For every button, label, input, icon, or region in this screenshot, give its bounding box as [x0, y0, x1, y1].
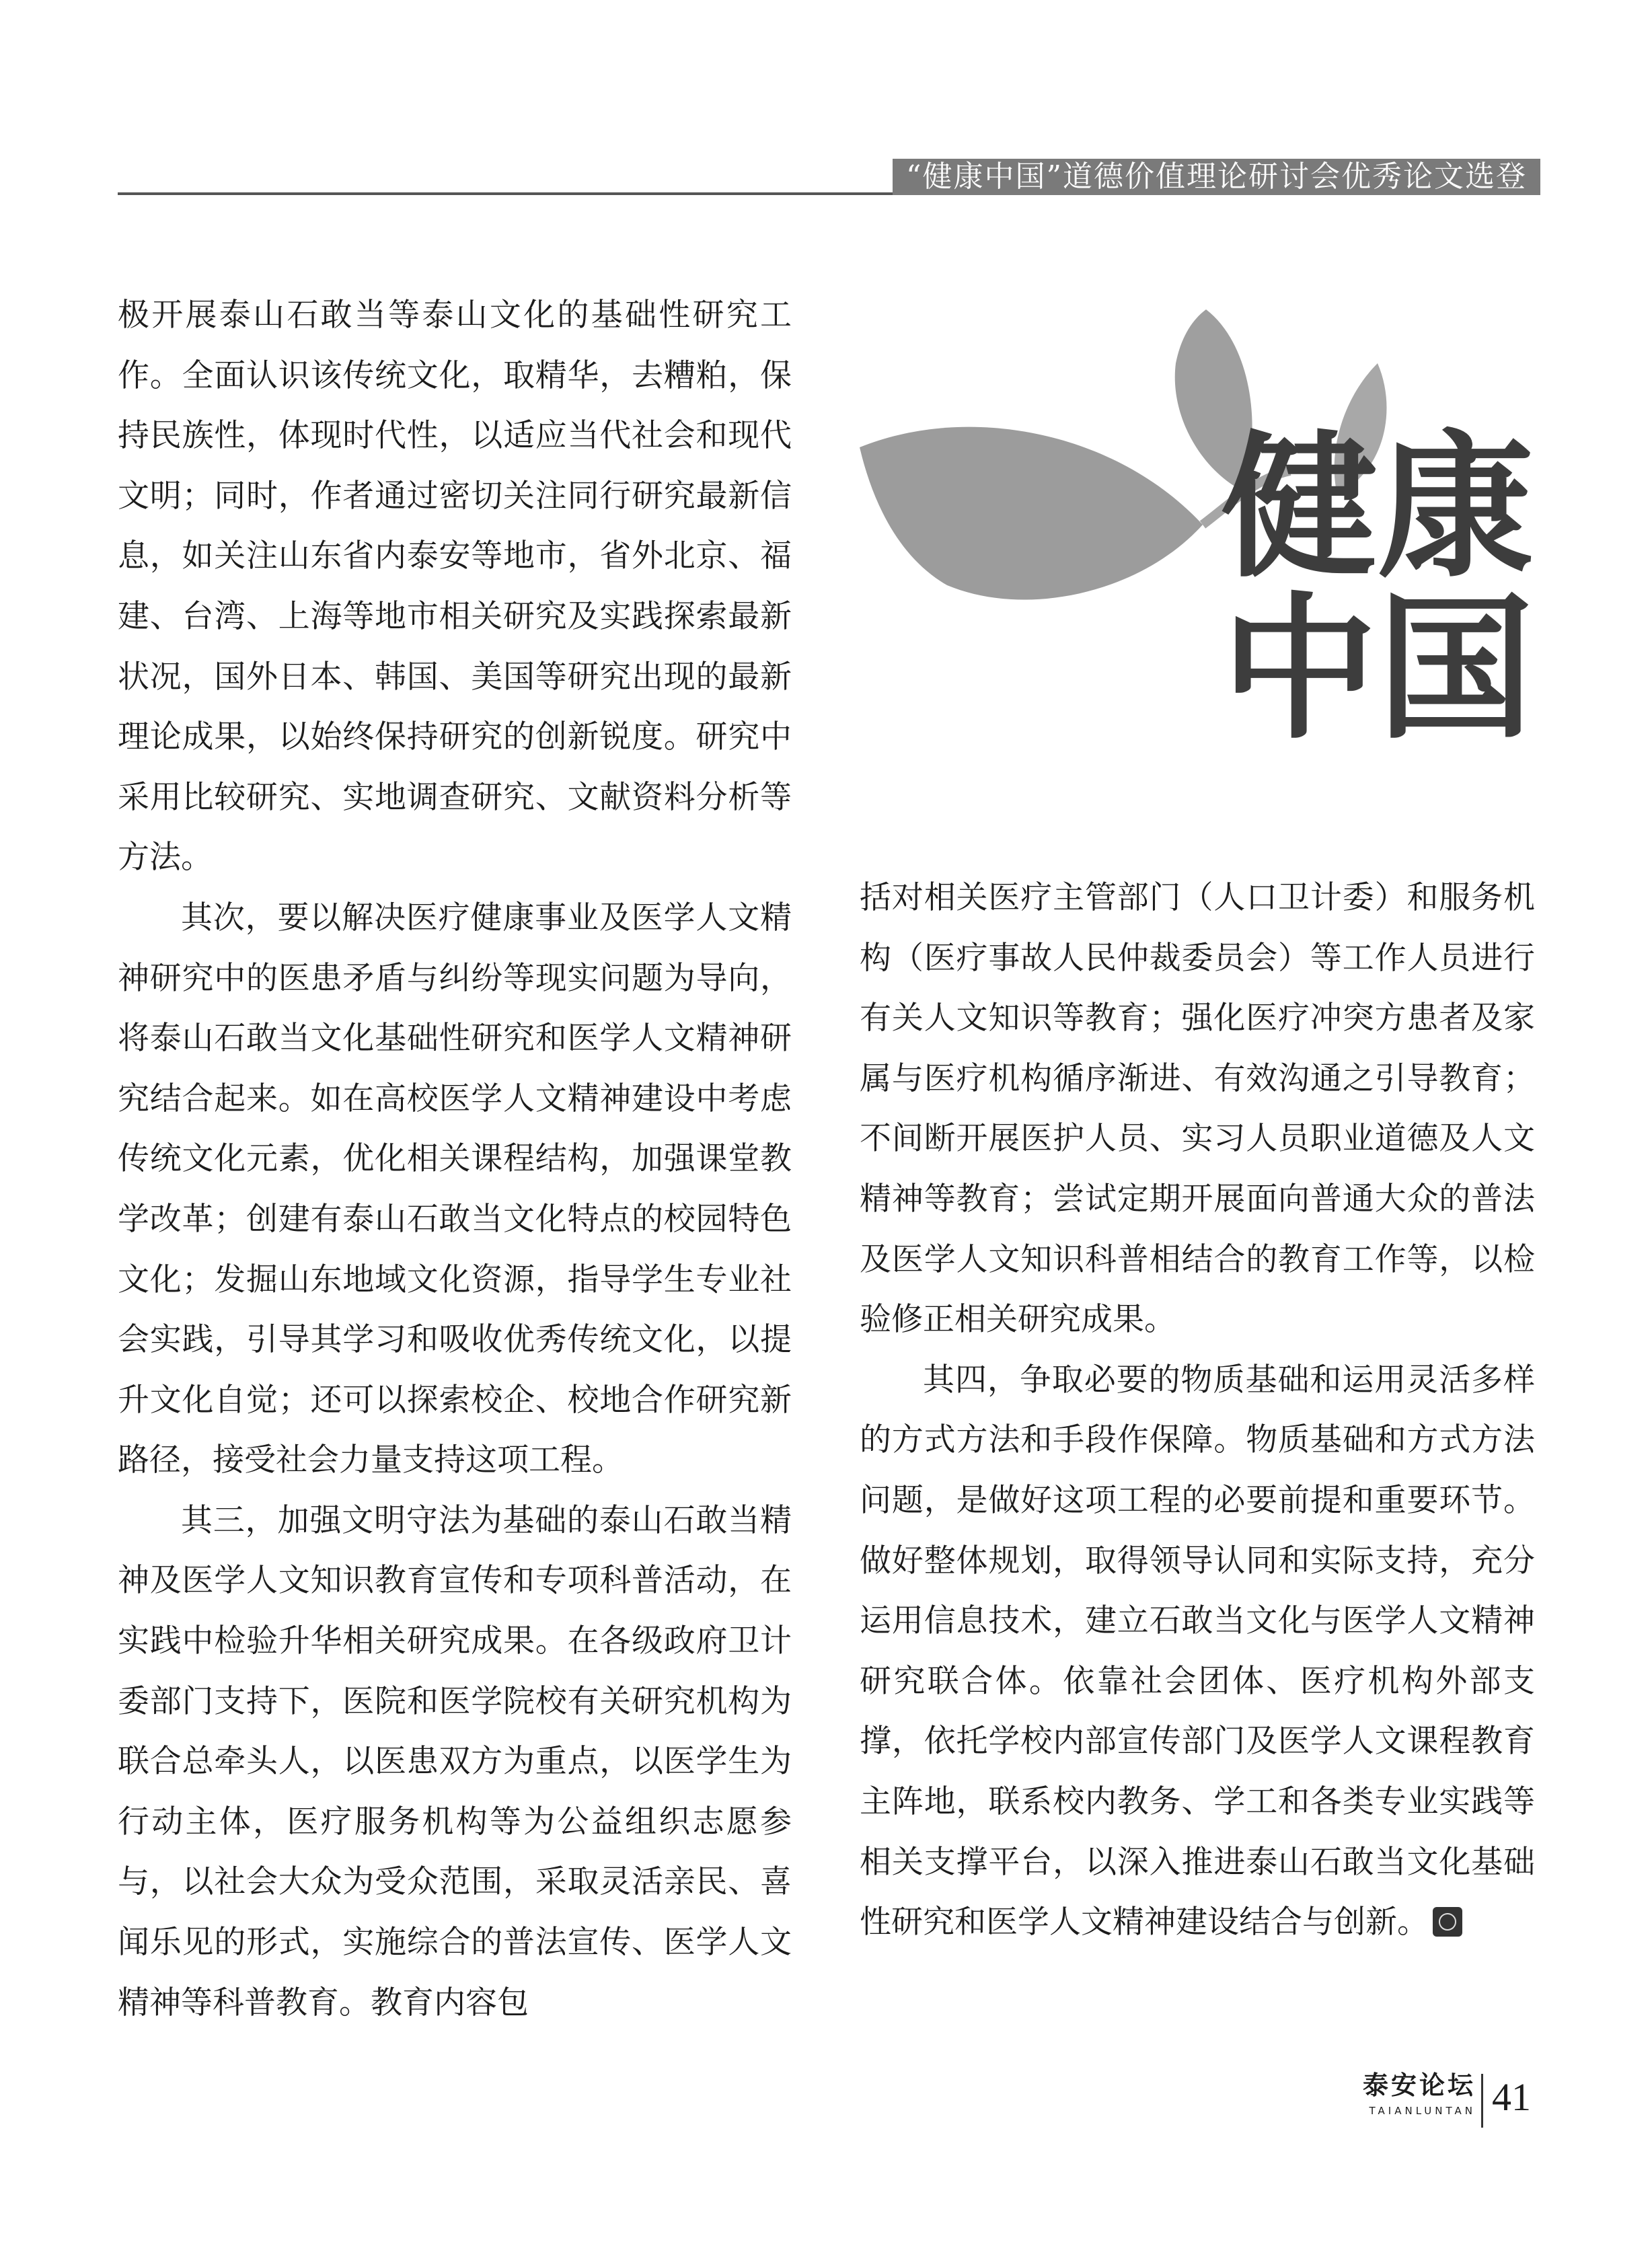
logo-line-china: 中国 [1221, 578, 1534, 760]
paragraph-fourth [860, 1350, 1535, 1953]
end-of-article-icon [1433, 1907, 1462, 1937]
paragraph-right-continuation: 括对相关医疗主管部门（人口卫计委）和服务机构（医疗事故人民仲裁委员会）等工作人员进行有关人文知识等教育；强化医疗冲突方患者及家属与医疗机构循序渐进、有效沟通之引导教育；不间断开展医护人员、实习人员职业道德及人文精神等教育；尝试定期开展面向普通大众的普法及医学人文知识科普相结合的教育工作等，以检验修正相关研究成果。 [860, 879, 1535, 1339]
logo-line-health: 健康 [1221, 417, 1534, 599]
paragraph-fourth-text: 其四，争取必要的物质基础和运用灵活多样的方式方法和手段作保障。物质基础和方式方法问题，是做好这项工程的必要前提和重要环节。做好整体规划，取得领导认同和实际支持，充分运用信息技术，建立石敢当文化与医学人文精神研究联合体。依靠社会团体、医疗机构外部支撑，依托学校内部宣传部门及医学人文课程教育主阵地，联系校内教务、学工和各类专业实践等相关支撑平台，以深入推进泰山石敢当文化基础性研究和医学人文精神建设结合与创新。 [860, 1361, 1535, 1941]
page-number: 41 [1492, 2075, 1531, 2119]
section-header-label: “健康中国”道德价值理论研讨会优秀论文选登 [893, 159, 1540, 195]
paragraph-third: 其三，加强文明守法为基础的泰山石敢当精神及医学人文知识教育宣传和专项科普活动，在实践中检验升华相关研究成果。在各级政府卫计委部门支持下，医院和医学院校有关研究机构为联合总牵头人，以医患双方为重点，以医学生为行动主体，医疗服务机构等为公益组织志愿参与，以社会大众为受众范围，采取灵活亲民、喜闻乐见的形式，实施综合的普法宣传、医学人文精神等科普教育。教育内容包 [118, 1501, 792, 2021]
magazine-pinyin: TAIANLUNTAN [1369, 2105, 1476, 2117]
paragraph-second: 其次，要以解决医疗健康事业及医学人文精神研究中的医患矛盾与纠纷等现实问题为导向，将泰山石敢当文化基础性研究和医学人文精神研究结合起来。如在高校医学人文精神建设中考虑传统文化元素，优化相关课程结构，加强课堂教学改革；创建有泰山石敢当文化特点的校园特色文化；发掘山东地域文化资源，指导学生专业社会实践，引导其学习和吸收优秀传统文化，以提升文化自觉；还可以探索校企、校地合作研究新路径，接受社会力量支持这项工程。 [118, 899, 792, 1479]
large-leaf-shape [860, 427, 1203, 600]
leaf-logo-graphic [853, 303, 1546, 827]
healthy-china-logo [853, 303, 1546, 827]
left-column [118, 285, 792, 2033]
right-column [860, 868, 1535, 1953]
footer-divider [1481, 2074, 1483, 2128]
paragraph-continuation: 极开展泰山石敢当等泰山文化的基础性研究工作。全面认识该传统文化，取精华，去糟粕，保持民族性，体现时代性，以适应当代社会和现代文明；同时，作者通过密切关注同行研究最新信息，如关注山东省内泰安等地市，省外北京、福建、台湾、上海等地市相关研究及实践探索最新状况，国外日本、韩国、美国等研究出现的最新理论成果，以始终保持研究的创新锐度。研究中采用比较研究、实地调查研究、文献资料分析等方法。 [118, 297, 792, 876]
magazine-name: 泰安论坛 [1362, 2070, 1476, 2100]
